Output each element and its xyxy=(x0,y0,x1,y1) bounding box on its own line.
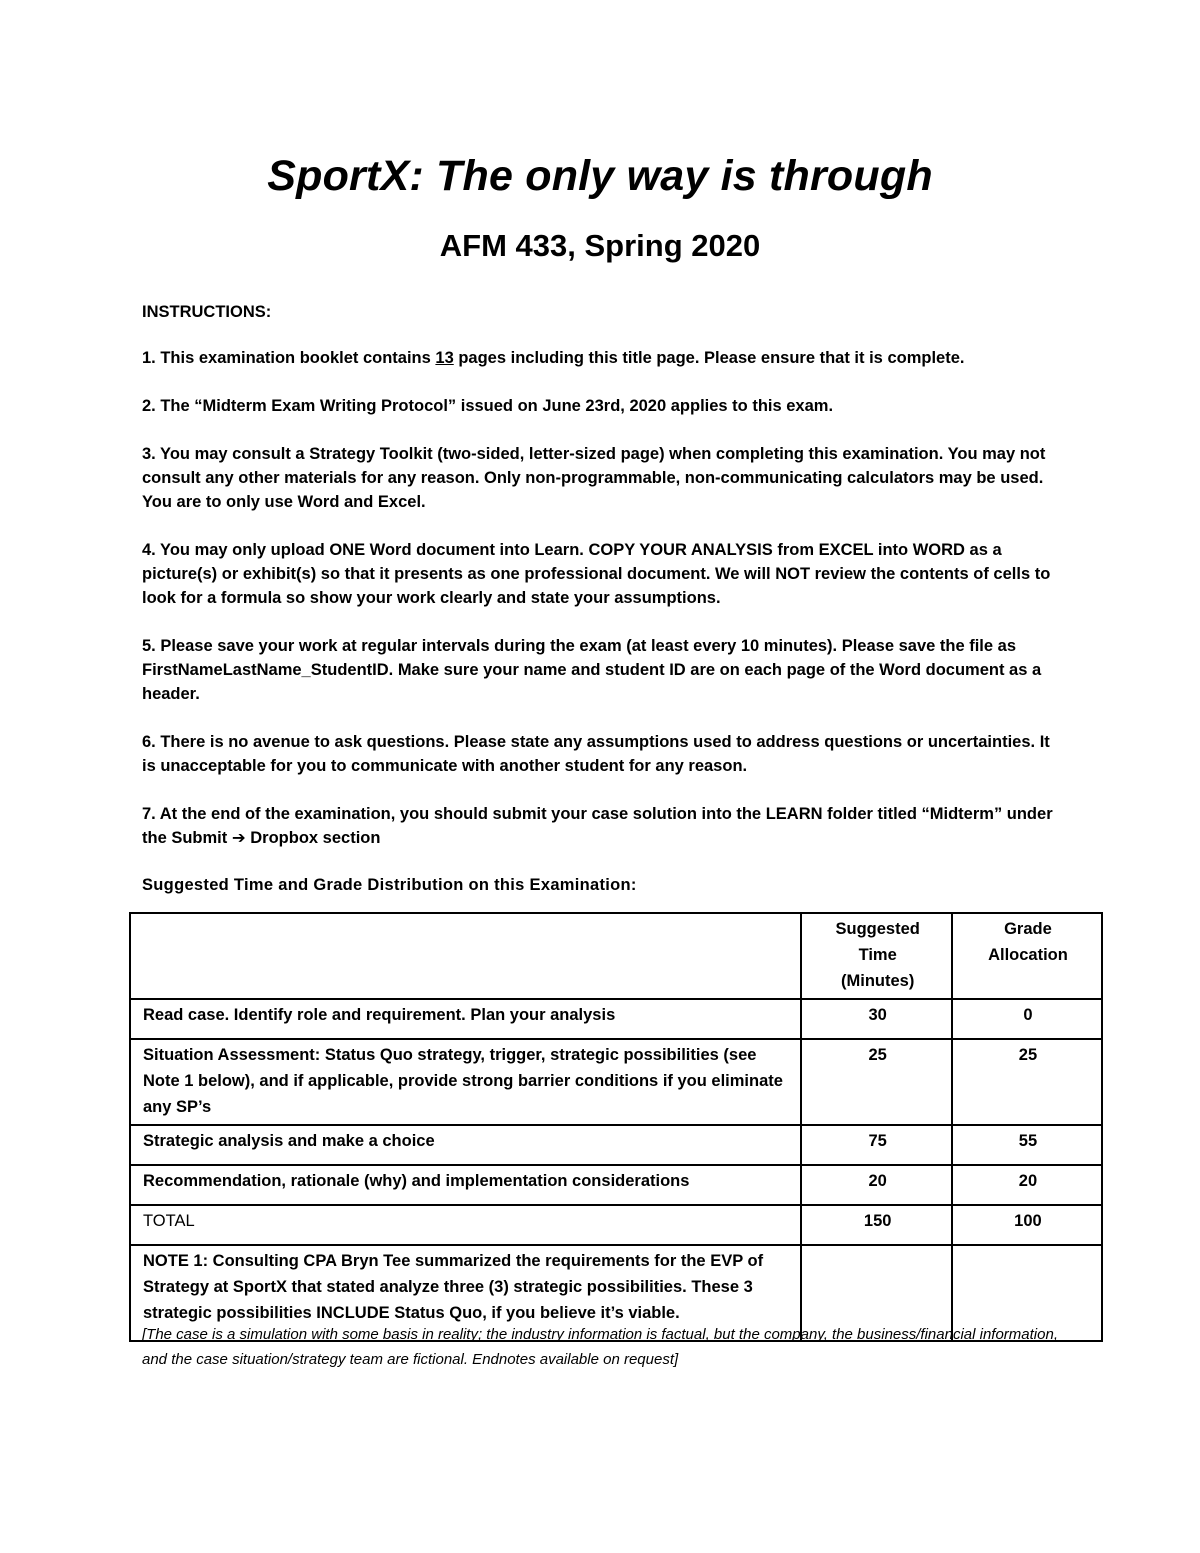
header-blank-cell xyxy=(130,913,801,999)
document-title: SportX: The only way is through xyxy=(267,152,933,200)
table-heading: Suggested Time and Grade Distribution on this Examination: xyxy=(142,876,637,894)
page-count: 13 xyxy=(435,349,454,367)
table-row xyxy=(130,1165,1102,1205)
instruction-7-suffix: Dropbox section xyxy=(245,829,381,847)
row-grade: 100 xyxy=(952,1205,1102,1245)
row-grade: 0 xyxy=(952,999,1102,1039)
instruction-7-prefix: 7. At the end of the examination, you should submit your case solution into the LEARN folder titled “Midterm” under the Submit xyxy=(142,805,1053,847)
row-grade: 20 xyxy=(952,1165,1102,1205)
table-row xyxy=(130,1125,1102,1165)
header-grade-cell xyxy=(952,913,1102,999)
row-time: 30 xyxy=(801,999,951,1039)
instruction-7 xyxy=(142,802,1062,850)
instruction-2: 2. The “Midterm Exam Writing Protocol” issued on June 23rd, 2020 applies to this exam. xyxy=(142,397,834,415)
row-label: TOTAL xyxy=(130,1205,801,1245)
table-row-total xyxy=(130,1205,1102,1245)
header-grade-line2: Allocation xyxy=(988,946,1068,964)
header-time-line2: (Minutes) xyxy=(841,972,915,990)
header-time-line1: Suggested Time xyxy=(835,920,920,964)
row-time: 150 xyxy=(801,1205,951,1245)
row-time: 75 xyxy=(801,1125,951,1165)
row-label: Recommendation, rationale (why) and implementation considerations xyxy=(130,1165,801,1205)
instruction-5: 5. Please save your work at regular intervals during the exam (at least every 10 minutes). Please save the file as FirstNameLastName_StudentID. Make sure your name and student ID are on each page of the Word document as a header. xyxy=(142,637,1042,703)
header-grade-line1: Grade xyxy=(1004,920,1052,938)
table-row xyxy=(130,1039,1102,1125)
document-subtitle: AFM 433, Spring 2020 xyxy=(439,228,761,263)
footnote: [The case is a simulation with some basis in reality; the industry information is factual, but the company, the business/financial information, and the case situation/strategy team are fictional. Endnotes available on request] xyxy=(142,1326,1058,1368)
header-time-cell xyxy=(801,913,951,999)
instruction-3: 3. You may consult a Strategy Toolkit (two-sided, letter-sized page) when completing this examination. You may not consult any other materials for any reason. Only non-programmable, non-communicating calculators may be used. You are to only use Word and Excel. xyxy=(142,445,1046,511)
row-label: Read case. Identify role and requirement. Plan your analysis xyxy=(130,999,801,1039)
row-time: 25 xyxy=(801,1039,951,1125)
instruction-1-suffix: pages including this title page. Please ensure that it is complete. xyxy=(453,349,965,367)
row-label: Situation Assessment: Status Quo strategy, trigger, strategic possibilities (see Note 1 below), and if applicable, provide strong barrier conditions if you eliminate any SP’s xyxy=(130,1039,801,1125)
row-label: NOTE 1: Consulting CPA Bryn Tee summarized the requirements for the EVP of Strategy at SportX that stated analyze three (3) strategic possibilities. These 3 strategic possibilities INCLUDE Status Quo, if you believe it’s viable. xyxy=(130,1245,801,1341)
table-row xyxy=(130,999,1102,1039)
row-label: Strategic analysis and make a choice xyxy=(130,1125,801,1165)
instruction-6: 6. There is no avenue to ask questions. Please state any assumptions used to address questions or uncertainties. It is unacceptable for you to communicate with another student for any reason. xyxy=(142,733,1050,775)
distribution-table xyxy=(129,912,1103,1342)
instructions-heading: INSTRUCTIONS: xyxy=(142,303,272,321)
instruction-1-prefix: 1. This examination booklet contains xyxy=(142,349,436,367)
instruction-1 xyxy=(142,346,1062,370)
arrow-right-icon: ➔ xyxy=(231,829,246,847)
instruction-4: 4. You may only upload ONE Word document into Learn. COPY YOUR ANALYSIS from EXCEL into WORD as a picture(s) or exhibit(s) so that it presents as one professional document. We will NOT review the contents of cells to look for a formula so show your work clearly and state your assumptions. xyxy=(142,541,1051,607)
row-time: 20 xyxy=(801,1165,951,1205)
row-grade: 25 xyxy=(952,1039,1102,1125)
table-header-row xyxy=(130,913,1102,999)
row-grade: 55 xyxy=(952,1125,1102,1165)
